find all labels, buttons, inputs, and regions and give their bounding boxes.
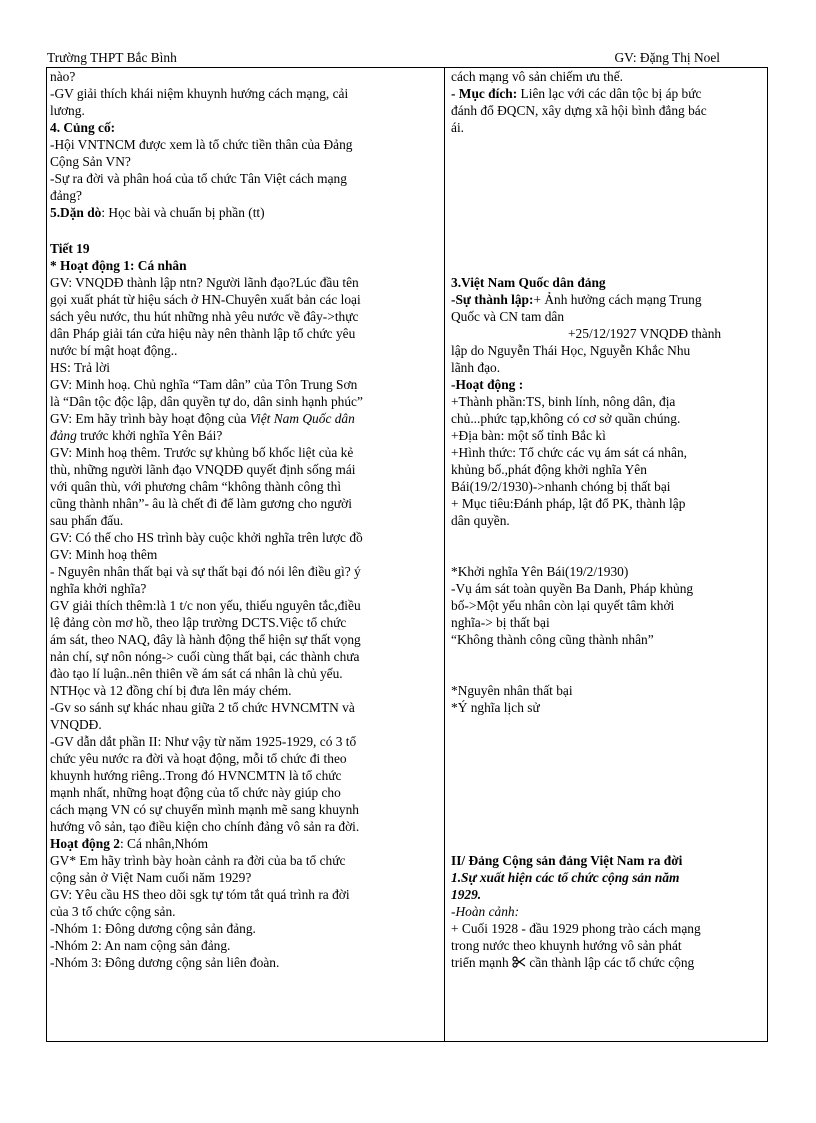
- text-line: GV: Yêu cầu HS theo dõi sgk tự tóm tắt quá trình ra đời: [50, 887, 350, 902]
- text-line: chủ...phức tạp,không có cơ sở quần chúng.: [451, 411, 681, 426]
- text-line: -Gv so sánh sự khác nhau giữa 2 tổ chức HVNCMTN và: [50, 700, 355, 715]
- lesson-table: [46, 67, 768, 1042]
- text-line: +Hình thức: Tổ chức các vụ ám sát cá nhân,: [451, 445, 687, 460]
- text-line: đào tạo lí luận..nên thiên về ám sát cá nhân là chủ yếu.: [50, 666, 343, 681]
- text-line: lệ đảng còn mơ hồ, theo lập trường DCTS.Việc tổ chức: [50, 615, 347, 630]
- heading-text: II/ Đảng Cộng sản đảng Việt Nam ra đời: [451, 853, 683, 868]
- text: + Ảnh hưởng cách mạng Trung: [533, 292, 702, 307]
- text: -GV giải thích khái niệm khuynh hướng cách mạng, cải: [50, 86, 349, 101]
- text-line: “Không thành công cũng thành nhân”: [451, 632, 654, 647]
- text-line: nản chí, sự nôn nóng-> cuối cùng thất bại, các thành chưa: [50, 649, 360, 664]
- text-line: VNQDĐ.: [50, 717, 102, 732]
- text-line: hướng vô sản, tạo điều kiện cho chính đảng vô sản ra đời.: [50, 819, 360, 834]
- heading-text: * Hoạt động 1: Cá nhân: [50, 258, 187, 273]
- italic-text: -Hoàn cảnh:: [451, 904, 520, 919]
- activity-heading: [50, 835, 208, 852]
- text-line: khuynh hướng riêng..Trong đó HVNCMTN là tổ chức: [50, 768, 342, 783]
- section-heading: [50, 204, 265, 221]
- text-line: -Nhóm 1: Đông dương cộng sản đảng.: [50, 921, 256, 936]
- teacher-name: GV: Đặng Thị Noel: [614, 50, 720, 65]
- label-text: -Sự thành lập:: [451, 292, 534, 307]
- text-line: [50, 85, 438, 102]
- subsection-heading: [451, 869, 679, 886]
- text-line: thù, những người lãnh đạo VNQDĐ quyết định sống mái: [50, 462, 356, 477]
- label-text: - Mục đích:: [451, 86, 518, 101]
- section-heading: [50, 119, 115, 136]
- heading-text: 1.Sự xuất hiện các tổ chức cộng sản năm: [451, 870, 680, 885]
- text: GV: Em hãy trình bày hoạt động của: [50, 411, 250, 426]
- text-line: GV: Minh hoạ thêm. Trước sự khủng bố khốc liệt của kẻ: [50, 445, 354, 460]
- text-line: dân Pháp giải tán cửa hiệu này nên thành lập tổ chức yêu: [50, 326, 356, 341]
- text-line: chức yêu nước ra đời và hoạt động, mỗi tổ chức đi theo: [50, 751, 347, 766]
- text-line: + Mục tiêu:Đánh pháp, lật đổ PK, thành lập: [451, 496, 686, 511]
- italic-text: Việt Nam Quốc dân: [249, 411, 355, 426]
- text-line: GV* Em hãy trình bày hoàn cảnh ra đời của ba tổ chức: [50, 853, 346, 868]
- text-line: -GV dẫn dắt phần II: Như vậy từ năm 1925-1929, có 3 tổ: [50, 734, 357, 749]
- text-line: gọi xuất phát từ hiệu sách ở HN-Chuyên xuất bản các loại: [50, 292, 361, 307]
- text-line: sau phấn đấu.: [50, 513, 124, 528]
- page-header: [47, 50, 768, 68]
- text-line: -Nhóm 3: Đông dương cộng sản liên đoàn.: [50, 955, 280, 970]
- text-line: trong nước theo khuynh hướng vô sản phát: [451, 938, 682, 953]
- section-heading: [451, 852, 682, 869]
- text-line: -Sự ra đời và phân hoá của tổ chức Tân Việt cách mạng: [50, 171, 347, 186]
- text: Liên lạc với các dân tộc bị áp bức: [517, 86, 702, 101]
- column-divider: [444, 67, 445, 1041]
- text: : Cá nhân,Nhóm: [119, 836, 209, 851]
- text-line: cũng thành nhân”- âu là chết đi để làm gương cho người: [50, 496, 352, 511]
- text-line: [50, 427, 222, 444]
- text-line: GV: VNQDĐ thành lập ntn? Người lãnh đạo?Lúc đầu tên: [50, 275, 359, 290]
- text-line: -Hội VNTNCM được xem là tổ chức tiền thân của Đảng: [50, 137, 353, 152]
- heading-text: 4. Củng cố:: [50, 120, 116, 135]
- text-line: GV giải thích thêm:là 1 t/c non yếu, thiếu nguyên tắc,điều: [50, 598, 361, 613]
- text: trước khởi nghĩa Yên Bái?: [76, 428, 223, 443]
- text-line: cộng sản ở Việt Nam cuối năm 1929?: [50, 870, 252, 885]
- text-line: với quân thù, với phương châm “không thành công thì: [50, 479, 342, 494]
- text-line: mạnh nhất, những hoạt động của tổ chức này giúp cho: [50, 785, 341, 800]
- text-line: lãnh đạo.: [451, 360, 501, 375]
- text-line: *Khởi nghĩa Yên Bái(19/2/1930): [451, 564, 629, 579]
- text-line: GV: Minh hoạ thêm: [50, 547, 158, 562]
- heading-text: 1929.: [451, 887, 482, 902]
- text-line: nước bí mật hoạt động..: [50, 343, 178, 358]
- text-line: [451, 85, 701, 102]
- text-line: sách yêu nước, thu hút những nhà yêu nước về đây->thực: [50, 309, 359, 324]
- text-line: cách mạng vô sản chiếm ưu thế.: [451, 69, 623, 84]
- text-line: [50, 410, 355, 427]
- scissors-icon: [512, 956, 526, 968]
- text-line: NTHọc và 12 đồng chí bị đưa lên máy chém.: [50, 683, 292, 698]
- text-line: cách mạng VN có sự chuyển mình mạnh mẽ sang khuynh: [50, 802, 359, 817]
- heading-text: 3.Việt Nam Quốc dân đảng: [451, 275, 606, 290]
- text-line: HS: Trả lời: [50, 360, 110, 375]
- text-line: Cộng Sản VN?: [50, 154, 131, 169]
- text: triển mạnh: [451, 955, 512, 970]
- section-heading: [451, 274, 606, 291]
- text: : Học bài và chuẩn bị phần (tt): [101, 205, 265, 220]
- text-line: Bái(19/2/1930)->nhanh chóng bị thất bại: [451, 479, 671, 494]
- school-name: Trường THPT Bắc Bình: [47, 50, 177, 65]
- text-line: đánh đổ ĐQCN, xây dựng xã hội bình đẳng bác: [451, 103, 707, 118]
- text-line: ái.: [451, 120, 465, 135]
- text-line: bố->Một yếu nhân còn lại quyết tâm khởi: [451, 598, 675, 613]
- text-line: nào?: [50, 69, 76, 84]
- subsection-heading: [451, 886, 481, 903]
- text-line: GV: Minh hoạ. Chủ nghĩa “Tam dân” của Tôn Trung Sơn: [50, 377, 358, 392]
- text-line: *Nguyên nhân thất bại: [451, 683, 573, 698]
- text-line: Quốc và CN tam dân: [451, 309, 565, 324]
- text-line: khủng bố.,phát động khởi nghĩa Yên: [451, 462, 647, 477]
- text-line: [451, 954, 694, 971]
- text-line: nghĩa-> bị thất bại: [451, 615, 550, 630]
- text-line: [451, 903, 519, 920]
- heading-text: Hoạt động 2: [50, 836, 120, 851]
- text-line: ám sát, theo NAQ, đây là hành động thể hiện sự thất vọng: [50, 632, 361, 647]
- subheading: [451, 376, 523, 393]
- text-line: lương.: [50, 103, 85, 118]
- heading-text: 5.Dặn dò: [50, 205, 102, 220]
- text-line: nghĩa khởi nghĩa?: [50, 581, 147, 596]
- text-line: *Ý nghĩa lịch sử: [451, 700, 540, 715]
- text-line: [451, 291, 702, 308]
- text-line: là “Dân tộc độc lập, dân quyền tự do, dân sinh hạnh phúc”: [50, 394, 363, 409]
- text-line: - Nguyên nhân thất bại và sự thất bại đó nói lên điều gì? ý: [50, 564, 361, 579]
- text-line: lập do Nguyễn Thái Học, Nguyễn Khắc Nhu: [451, 343, 691, 358]
- heading-text: Tiết 19: [50, 241, 90, 256]
- text-line: +25/12/1927 VNQDĐ thành: [568, 326, 722, 341]
- heading-text: -Hoạt động :: [451, 377, 524, 392]
- italic-text: đảng: [50, 428, 77, 443]
- text-line: GV: Có thể cho HS trình bày cuộc khởi nghĩa trên lược đồ: [50, 530, 363, 545]
- text-line: đảng?: [50, 188, 82, 203]
- text-line: +Địa bàn: một số tỉnh Bắc kì: [451, 428, 606, 443]
- text-line: -Nhóm 2: An nam cộng sản đảng.: [50, 938, 231, 953]
- period-title: [50, 240, 90, 257]
- activity-heading: [50, 257, 187, 274]
- text-line: dân quyền.: [451, 513, 510, 528]
- text-line: +Thành phần:TS, binh lính, nông dân, địa: [451, 394, 676, 409]
- text-line: -Vụ ám sát toàn quyền Ba Danh, Pháp khủng: [451, 581, 694, 596]
- text-line: + Cuối 1928 - đầu 1929 phong trào cách mạng: [451, 921, 701, 936]
- text-line: của 3 tổ chức cộng sản.: [50, 904, 176, 919]
- text: cần thành lập các tổ chức cộng: [525, 955, 695, 970]
